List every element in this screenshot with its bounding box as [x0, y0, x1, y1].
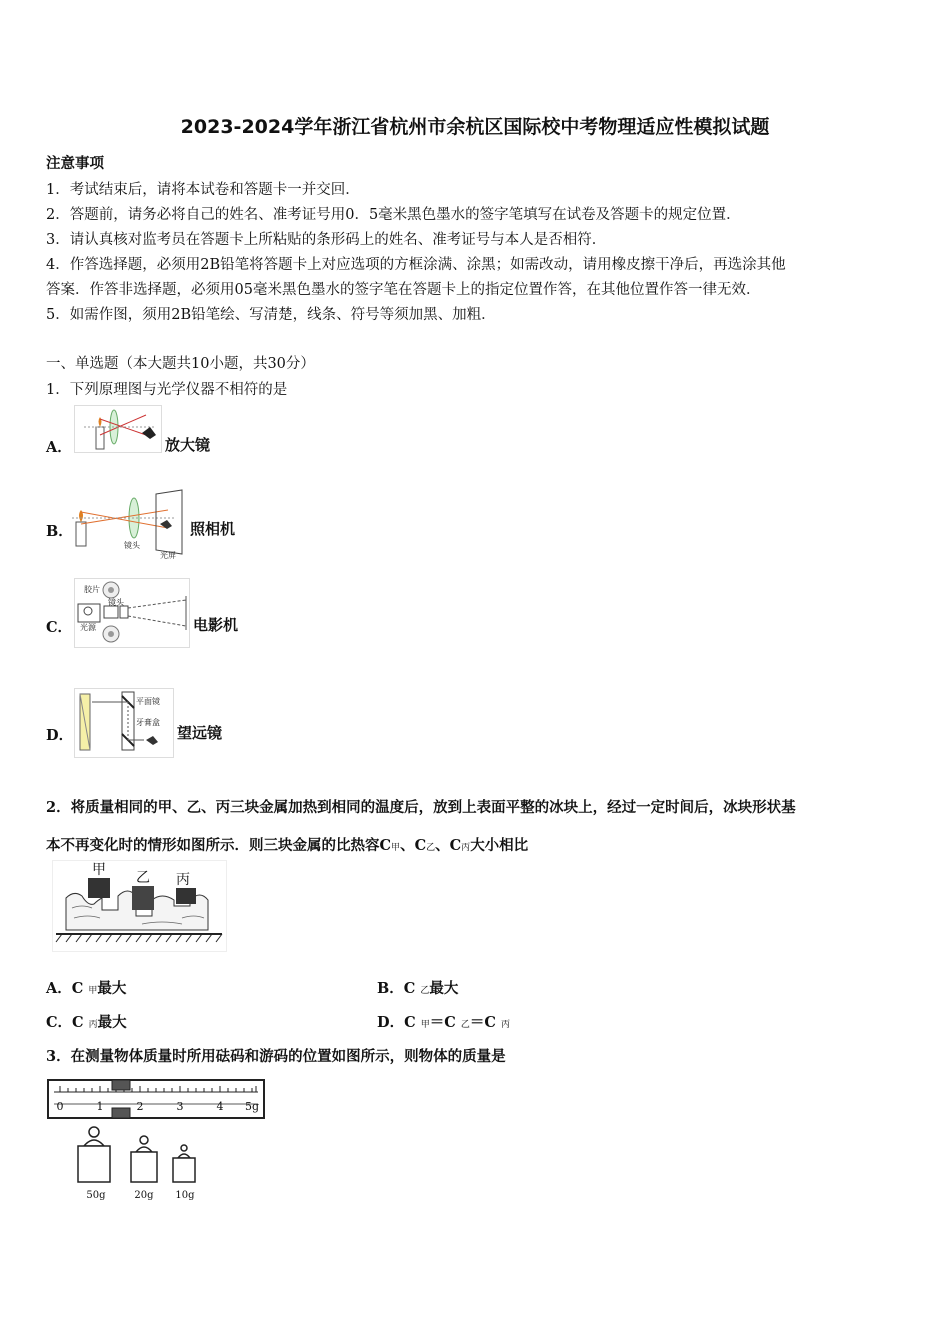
subscript-jia: 甲: [420, 1020, 430, 1030]
choice-text: 最大: [97, 980, 127, 997]
label-bing: 丙: [176, 872, 190, 888]
lens-caption: 镜头: [124, 541, 140, 550]
choice-letter: D．: [377, 1014, 405, 1031]
scale-tick-label: 1: [96, 1100, 104, 1113]
label-yi: 乙: [136, 870, 150, 886]
weight-label: 20g: [134, 1190, 154, 1201]
subscript-jia: 甲: [391, 843, 401, 853]
notice-item: 4．作答选择题，必须用2B铅笔将答题卡上对应选项的方框涂满、涂黑；如需改动，请用橡皮擦干净后，再选涂其他: [46, 257, 786, 273]
symbol-c: C: [484, 1014, 496, 1031]
separator: 、: [435, 837, 450, 854]
periscope-diagram: [74, 688, 174, 758]
scale-tick-label: 4: [216, 1100, 224, 1113]
q2-stem-line1: 2．将质量相同的甲、乙、丙三块金属加热到相同的温度后，放到上表面平整的冰块上，经过一定时间后，冰块形状基: [46, 799, 796, 816]
lens-caption: 镜头: [108, 598, 124, 607]
q1-option-a-label: 放大镜: [165, 436, 211, 454]
camera-diagram: [72, 488, 187, 560]
q2-stem-text: 本不再变化时的情形如图所示．则三块金属的比热容: [46, 837, 380, 854]
equals-sign: ＝: [429, 1014, 445, 1031]
label-jia: 甲: [92, 862, 106, 878]
q1-option-b-label: 照相机: [190, 520, 236, 538]
q2-stem-line2: [46, 834, 528, 855]
box-caption: 牙膏盒: [136, 718, 160, 727]
q1-stem: 1．下列原理图与光学仪器不相符的是: [46, 382, 288, 398]
q2-choice-a[interactable]: [46, 977, 126, 998]
q1-option-b-letter: B．: [46, 523, 73, 540]
subscript-yi: 乙: [420, 986, 430, 996]
q1-option-c-letter: C．: [46, 619, 73, 636]
choice-letter: A．: [46, 980, 72, 997]
symbol-c: C: [71, 980, 84, 997]
notice-item: 2．答题前，请务必将自己的姓名、准考证号用0．5毫米黑色墨水的签字笔填写在试卷及答题卡的规定位置．: [46, 207, 741, 223]
scale-tick-label: 2: [136, 1100, 144, 1113]
projector-diagram: [74, 578, 190, 648]
notice-item: 1．考试结束后，请将本试卷和答题卡一并交回．: [46, 182, 360, 198]
symbol-c: C: [379, 837, 392, 854]
notice-item: 5．如需作图，须用2B铅笔绘、写清楚，线条、符号等须加黑、加粗．: [46, 307, 496, 323]
symbol-c: C: [403, 980, 416, 997]
screen-caption: 光屏: [160, 551, 176, 560]
ice-block-diagram: [52, 860, 227, 952]
q2-stem-text: 大小相比: [470, 837, 529, 854]
separator: 、: [400, 837, 415, 854]
notice-heading: 注意事项: [46, 155, 104, 172]
q1-option-d-letter: D．: [46, 727, 74, 744]
q2-choice-b[interactable]: [377, 977, 458, 998]
q1-option-d-label: 望远镜: [177, 724, 223, 742]
film-caption: 胶片: [84, 585, 100, 594]
notice-item: 答案．作答非选择题，必须用05毫米黑色墨水的签字笔在答题卡上的指定位置作答，在其他位置作答一律无效．: [46, 282, 761, 298]
page-title: 2023-2024学年浙江省杭州市余杭区国际校中考物理适应性模拟试题: [180, 116, 770, 138]
choice-text: 最大: [429, 980, 459, 997]
scale-tick-label: 5g: [244, 1100, 260, 1113]
scale-tick-label: 3: [176, 1100, 184, 1113]
choice-letter: B．: [377, 980, 404, 997]
weight-label: 50g: [86, 1190, 106, 1201]
q2-choice-d[interactable]: [377, 1011, 510, 1032]
subscript-bing: 丙: [461, 843, 471, 853]
subscript-jia: 甲: [88, 986, 98, 996]
notice-item: 3．请认真核对监考员在答题卡上所粘贴的条形码上的姓名、准考证号与本人是否相符．: [46, 232, 607, 248]
symbol-c: C: [449, 837, 462, 854]
subscript-bing: 丙: [88, 1020, 98, 1030]
symbol-c: C: [404, 1014, 416, 1031]
weight-label: 10g: [175, 1190, 195, 1201]
subscript-yi: 乙: [460, 1020, 470, 1030]
symbol-c: C: [444, 1014, 456, 1031]
subscript-bing: 丙: [500, 1020, 510, 1030]
magnifier-diagram: [74, 405, 162, 453]
symbol-c: C: [72, 1014, 84, 1031]
choice-letter: C．: [46, 1014, 73, 1031]
section-heading: 一、单选题（本大题共10小题，共30分）: [46, 356, 315, 372]
choice-text: 最大: [97, 1014, 127, 1031]
balance-scale-diagram: [46, 1074, 276, 1204]
q1-option-a-letter: A．: [46, 439, 72, 456]
q3-stem: 3．在测量物体质量时所用砝码和游码的位置如图所示，则物体的质量是: [46, 1048, 506, 1065]
light-source-caption: 光源: [80, 623, 96, 632]
equals-sign: ＝: [469, 1014, 485, 1031]
symbol-c: C: [414, 837, 427, 854]
q2-choice-c[interactable]: [46, 1011, 127, 1032]
scale-tick-label: 0: [56, 1100, 64, 1113]
subscript-yi: 乙: [426, 843, 436, 853]
mirror-caption: 平面镜: [136, 697, 160, 706]
q1-option-c-label: 电影机: [193, 616, 239, 634]
